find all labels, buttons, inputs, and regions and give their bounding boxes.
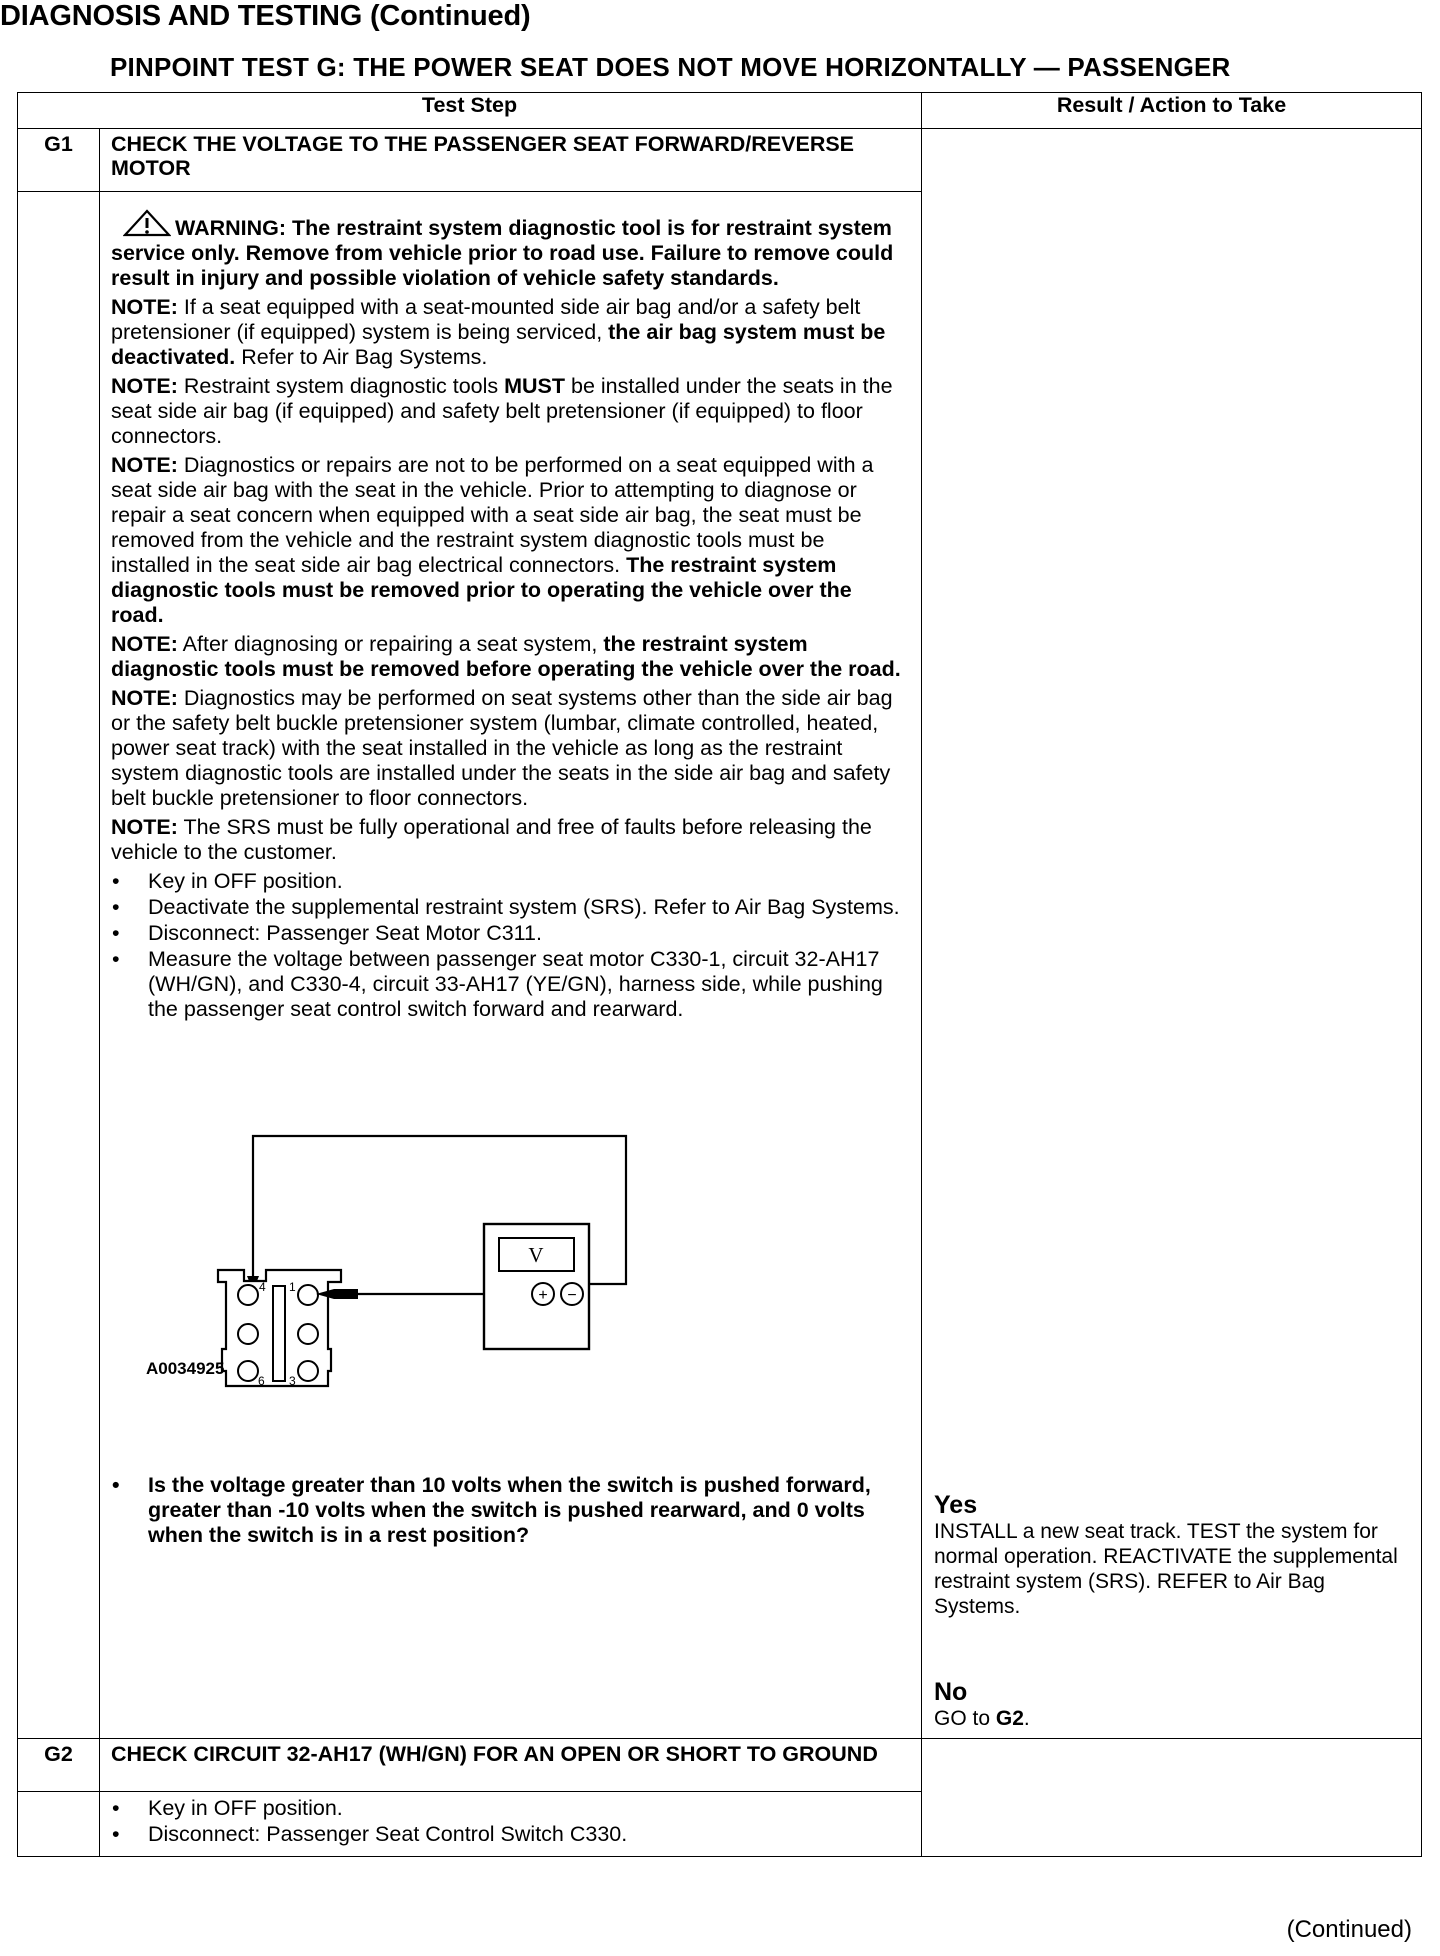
note-text: be installed under the seats in the seat side air bag (if equipped) and safety belt pretensioner (if equipped) to floor connectors. — [111, 374, 893, 448]
step-g2-id-spacer — [18, 1792, 100, 1857]
continued-footer: (Continued) — [1286, 1916, 1412, 1943]
step-id-g2: G2 — [18, 1739, 100, 1792]
note-text: After diagnosing or repairing a seat system, — [177, 632, 604, 656]
list-item: • Key in OFF position. — [111, 869, 903, 894]
result-yes — [934, 1491, 1415, 1619]
connector-pin-3 — [298, 1361, 318, 1381]
list-item: • Disconnect: Passenger Seat Control Switch C330. — [111, 1822, 903, 1847]
pin-label-3: 3 — [289, 1374, 296, 1388]
list-item: • Key in OFF position. — [111, 1796, 903, 1821]
note-emphasis: The restraint system diagnostic tools must be removed prior to operating the vehicle over the road. — [111, 553, 852, 627]
note-text: Refer to Air Bag Systems. — [235, 345, 488, 369]
table-header-row — [18, 93, 1422, 129]
no-label: No — [934, 1678, 968, 1706]
note-1 — [111, 295, 903, 370]
yes-label: Yes — [934, 1491, 978, 1519]
pinpoint-test-title: PINPOINT TEST G: THE POWER SEAT DOES NOT MOVE HORIZONTALLY — PASSENGER — [110, 52, 1231, 82]
note-label: NOTE: — [111, 374, 178, 398]
note-5 — [111, 686, 903, 811]
step-g2-actions — [111, 1796, 903, 1847]
connector-pin-6 — [238, 1361, 258, 1381]
connector-pin-1 — [298, 1285, 318, 1305]
note-6 — [111, 815, 903, 865]
result-no — [934, 1678, 1415, 1731]
result-cell-g1 — [922, 129, 1422, 1739]
column-header-result: Result / Action to Take — [922, 93, 1422, 129]
step-g1-title-row — [18, 129, 1422, 192]
wiring-diagram — [216, 1131, 676, 1401]
yes-action-text: INSTALL a new seat track. TEST the system for normal operation. REACTIVATE the supplemental restraint system (SRS). REFER to Air Bag Systems. — [934, 1520, 1398, 1618]
note-emphasis: the air bag system must be deactivated. — [111, 320, 886, 369]
note-label: NOTE: — [111, 295, 178, 319]
pin-label-1: 1 — [289, 1280, 296, 1294]
no-action-suffix: . — [1023, 1707, 1030, 1730]
connector-key-slot — [273, 1286, 285, 1381]
note-text: If a seat equipped with a seat-mounted side air bag and/or a safety belt pretensioner (if equipped) system is being serviced, — [111, 295, 861, 344]
pin-label-4: 4 — [259, 1280, 266, 1294]
pinpoint-test-table — [17, 92, 1422, 1857]
step-g2-body — [100, 1792, 922, 1857]
note-2 — [111, 374, 903, 449]
note-label: NOTE: — [111, 815, 178, 839]
question-text: • Is the voltage greater than 10 volts when the switch is pushed forward, greater than -10 volts when the switch is pushed rearward, and 0 volts when the switch is in a rest position? — [111, 1473, 903, 1548]
step-g1-body — [100, 192, 922, 1739]
page-title: DIAGNOSIS AND TESTING (Continued) — [0, 0, 531, 32]
note-text: Diagnostics or repairs are not to be performed on a seat equipped with a seat side air bag with the seat in the vehicle. Prior to attempting to diagnose or repair a seat concern when equipped with a seat side air bag, the seat must be removed from the vehicle and the restraint system diagnostic tools must be installed in the seat side air bag electrical connectors. — [111, 453, 874, 577]
list-item: • Deactivate the supplemental restraint system (SRS). Refer to Air Bag Systems. — [111, 895, 903, 920]
result-cell-g2 — [922, 1739, 1422, 1857]
connector-pin-5 — [238, 1324, 258, 1344]
connector-pin-2 — [298, 1324, 318, 1344]
connector-voltmeter-figure — [111, 1023, 903, 1473]
note-text: Diagnostics may be performed on seat systems other than the side air bag or the safety belt buckle pretensioner system (lumbar, climate controlled, heated, power seat track) with the seat installed in the vehicle as long as the restraint system diagnostic tools are installed under the seats in the side air bag and safety belt buckle pretensioner to floor connectors. — [111, 686, 893, 810]
note-emphasis: the restraint system diagnostic tools must be removed before operating the vehicle over the road. — [111, 632, 901, 681]
note-label: NOTE: — [111, 632, 178, 656]
step-g1-question — [111, 1473, 903, 1548]
note-label: NOTE: — [111, 686, 178, 710]
step-title-g1: CHECK THE VOLTAGE TO THE PASSENGER SEAT FORWARD/REVERSE MOTOR — [100, 129, 922, 192]
probe-handle-pin1 — [334, 1289, 358, 1299]
note-4 — [111, 632, 903, 682]
note-label: NOTE: — [111, 453, 178, 477]
goto-g2-link[interactable]: G2 — [995, 1707, 1024, 1730]
warning-text: WARNING: The restraint system diagnostic tool is for restraint system service only. Remove from vehicle prior to road use. Failure to remove could result in injury and possible violation of vehicle safety standards. — [111, 216, 894, 290]
column-header-test-step: Test Step — [18, 93, 922, 129]
warning-triangle-icon — [123, 209, 171, 237]
connector-pin-4 — [238, 1285, 258, 1305]
warning-paragraph — [111, 209, 903, 291]
step-id-g1: G1 — [18, 129, 100, 192]
step-title-g2: CHECK CIRCUIT 32-AH17 (WH/GN) FOR AN OPEN OR SHORT TO GROUND — [100, 1739, 922, 1792]
note-3 — [111, 453, 903, 628]
positive-jack-label: + — [538, 1287, 548, 1304]
figure-id: A0034925 — [146, 1359, 225, 1378]
voltmeter-label: V — [528, 1243, 544, 1267]
note-text: The SRS must be fully operational and free of faults before releasing the vehicle to the customer. — [111, 815, 872, 864]
list-item: • Disconnect: Passenger Seat Motor C311. — [111, 921, 903, 946]
step-g1-id-spacer — [18, 192, 100, 1739]
pin-label-6: 6 — [258, 1374, 265, 1388]
list-item: • Measure the voltage between passenger seat motor C330-1, circuit 32-AH17 (WH/GN), and C330-4, circuit 33-AH17 (YE/GN), harness side, while pushing the passenger seat control switch forward and rearward. — [111, 947, 903, 1022]
no-action-text — [934, 1706, 1415, 1731]
note-text: Restraint system diagnostic tools — [177, 374, 505, 398]
no-action-prefix: GO to — [934, 1707, 996, 1730]
negative-jack-label: − — [567, 1287, 577, 1304]
step-g2-title-row — [18, 1739, 1422, 1792]
note-emphasis: MUST — [504, 374, 566, 398]
step-g1-actions — [111, 869, 903, 1022]
